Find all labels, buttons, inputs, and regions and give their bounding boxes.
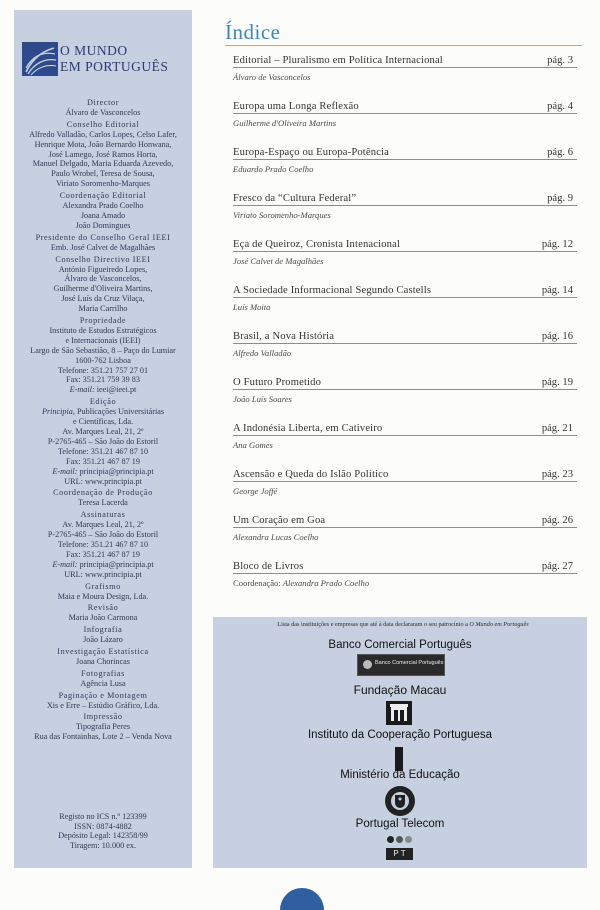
masthead-block [14, 488, 192, 508]
masthead-block [14, 120, 192, 189]
masthead-line: Guilherme d'Oliveira Martins, [53, 284, 153, 294]
masthead-block [14, 603, 192, 623]
macau-emblem-icon [386, 701, 412, 725]
article-title: Bloco de Livros [233, 561, 304, 572]
sponsor-name: Ministério da Educação [340, 769, 460, 781]
toc-entry [233, 53, 577, 82]
masthead-block [14, 255, 192, 314]
pt-logo-text: P T [386, 848, 413, 860]
masthead-line: Telefone: 351.21 757 27 01 [57, 365, 149, 375]
masthead-line: Alexandra Prado Coelho [62, 201, 144, 211]
article-title: Ascensão e Queda do Islão Político [233, 469, 389, 480]
masthead-line: João Domingues [75, 220, 131, 230]
page-number: pág. 23 [541, 469, 573, 480]
toc-entry-row [233, 53, 577, 68]
article-title: Brasil, a Nova História [233, 331, 335, 342]
masthead-line: Joana Chorincas [76, 656, 130, 666]
masthead-block [14, 669, 192, 689]
logo-waves-icon [22, 42, 58, 76]
masthead-block [14, 191, 192, 231]
article-title: Fresco da “Cultura Federal” [233, 193, 357, 204]
toc-entry [233, 329, 577, 358]
masthead-line: 1600-762 Lisboa [75, 355, 131, 365]
toc-entry-row [233, 237, 577, 252]
icp-logo [395, 747, 403, 771]
page-number: pág. 12 [541, 239, 573, 250]
masthead-heading: Paginação e Montagem [58, 690, 148, 700]
registration-line: Registo no ICS n.º 123399 [59, 812, 147, 821]
coat-of-arms-icon [380, 784, 420, 818]
portugal-telecom-logo [385, 835, 415, 863]
masthead-heading: Coordenação de Produção [53, 488, 153, 498]
page-number: pág. 6 [547, 147, 573, 158]
page-number: pág. 19 [541, 377, 573, 388]
registration-line: Depósito Legal: 142358/99 [58, 831, 148, 841]
masthead-heading: Fotografias [81, 668, 125, 678]
article-title: A Sociedade Informacional Segundo Castells [233, 285, 432, 296]
masthead-heading: Conselho Directivo IEEI [55, 254, 151, 264]
masthead-line: Av. Marques Leal, 21, 2º [62, 427, 144, 436]
page-number: pág. 9 [547, 193, 573, 204]
masthead-line: José Luís da Cruz Vilaça, [61, 294, 145, 304]
article-author: Guilherme d'Oliveira Martins [233, 118, 337, 128]
article-title: Europa uma Longa Reflexão [233, 101, 359, 112]
article-author: Luís Moita [233, 302, 271, 312]
masthead-line: Agência Lusa [80, 678, 126, 688]
masthead-line: Rua das Fontainhas, Lote 2 – Venda Nova [34, 732, 172, 742]
article-title: Europa-Espaço ou Europa-Potência [233, 147, 389, 158]
masthead-heading: Revisão [87, 603, 119, 613]
article-author: George Joffé [233, 486, 278, 496]
toc-entry [233, 421, 577, 450]
masthead-line: Principia, Publicações Universitárias [41, 407, 165, 417]
masthead-line: Av. Marques Leal, 21, 2º [62, 520, 144, 530]
masthead-email: E-mail: principia@principia.pt [52, 559, 154, 569]
masthead-heading: Grafismo [85, 581, 121, 591]
bcp-logo-text: Banco Comercial Português [375, 660, 444, 666]
masthead-line: Teresa Lacerda [78, 498, 128, 508]
page-number: pág. 27 [541, 561, 573, 572]
masthead-heading: Infografia [83, 625, 123, 635]
toc-entry-row [233, 191, 577, 206]
masthead-line: P-2765-465 – São João do Estoril [47, 436, 159, 446]
masthead-block [14, 625, 192, 645]
toc-entry-row [233, 99, 577, 114]
masthead-block [14, 316, 192, 395]
bcp-emblem-icon [363, 660, 372, 669]
toc-entry-row [233, 559, 577, 574]
masthead-line: João Lázaro [83, 635, 123, 645]
article-author: Alfredo Valladão [233, 348, 292, 358]
masthead-block [14, 397, 192, 486]
masthead-heading: Propriedade [79, 316, 127, 326]
masthead-heading: Investigação Estatística [57, 647, 149, 657]
page-number: pág. 3 [547, 55, 573, 66]
masthead-line: Henrique Mota, João Bernardo Honwana, [34, 139, 172, 149]
toc-entry [233, 283, 577, 312]
masthead-line: Tipografia Peres [75, 722, 131, 732]
masthead-block [14, 510, 192, 579]
masthead-heading: Edição [89, 397, 117, 407]
toc-entry [233, 375, 577, 404]
toc-entry [233, 191, 577, 220]
masthead-line: Paulo Wrobel, Teresa de Sousa, [51, 169, 155, 179]
masthead-line: Viriato Soromenho-Marques [56, 179, 150, 189]
masthead-line: e Internacionais (IEEI) [65, 335, 141, 345]
masthead-line: Joana Amado [80, 210, 126, 220]
article-author: Alexandra Lucas Coelho [233, 532, 319, 542]
sponsors-box [213, 617, 587, 868]
masthead-block [14, 691, 192, 711]
toc-entry [233, 237, 577, 266]
registration-line: Tiragem: 10.000 ex. [69, 840, 137, 850]
masthead-block [14, 233, 192, 253]
article-title: O Futuro Prometido [233, 377, 322, 388]
masthead-email: E-mail: principia@principia.pt [52, 466, 154, 476]
page-number: pág. 16 [541, 331, 573, 342]
masthead-line: Fax: 351.21 467 87 19 [66, 456, 140, 466]
masthead-heading: Coordenação Editorial [59, 191, 147, 201]
masthead-heading: Conselho Editorial [66, 119, 140, 129]
article-author: Álvaro de Vasconcelos [233, 72, 311, 82]
page-bottom-mark [280, 888, 324, 910]
article-author: Ana Gomes [233, 440, 273, 450]
masthead-line: Alfredo Valladão, Carlos Lopes, Celso Lafer, [29, 129, 177, 139]
bcp-logo [357, 654, 445, 676]
page-number: pág. 14 [541, 285, 573, 296]
publisher-name: Principia, [41, 407, 75, 417]
article-title: Editorial – Pluralismo em Política Internacional [233, 55, 443, 66]
toc-entry-row [233, 421, 577, 436]
toc-entry [233, 467, 577, 496]
toc-entry-row [233, 283, 577, 298]
toc-entry [233, 513, 577, 542]
registration-line: ISSN: 0874-4882 [74, 821, 132, 831]
page-number: pág. 4 [547, 101, 573, 112]
masthead-line: Largo de São Sebastião, 8 – Paço do Lumiar [30, 345, 176, 355]
toc-entry-row [233, 467, 577, 482]
article-title: A Indonésia Liberta, em Cativeiro [233, 423, 383, 434]
sponsor-name: Fundação Macau [353, 683, 447, 697]
article-title: Eça de Queiroz, Cronista Intenacional [233, 239, 401, 250]
masthead-url: URL: www.principia.pt [64, 476, 142, 486]
masthead-block [14, 98, 192, 118]
page-number: pág. 21 [541, 423, 573, 434]
toc-entry-row [233, 145, 577, 160]
masthead-block [14, 582, 192, 602]
sponsors-note: Lista das instituições e empresas que até à data declararam o seu patrocínio a O Mundo em Português [277, 621, 529, 628]
magazine-logo [22, 40, 172, 80]
masthead-line: Álvaro de Vasconcelos [65, 107, 141, 117]
article-author: Eduardo Prado Coelho [233, 164, 314, 174]
masthead-line: Maria Carrilho [78, 304, 128, 314]
pt-dot-icon [396, 836, 403, 843]
masthead-line: José Lamego, José Ramos Horta, [48, 149, 158, 159]
masthead-line: Maria João Carmona [68, 613, 138, 623]
masthead-credits [14, 98, 192, 744]
sponsor-name: Banco Comercial Português [328, 639, 472, 651]
article-title: Um Coração em Goa [233, 515, 326, 526]
title-rule [225, 45, 582, 46]
masthead-heading: Assinaturas [80, 510, 126, 520]
masthead-line: Maia e Moura Design, Lda. [57, 591, 149, 601]
toc-entry-row [233, 375, 577, 390]
toc-entry-row [233, 513, 577, 528]
masthead-line: Fax: 351.21 467 87 19 [66, 549, 140, 559]
toc-entry-row [233, 329, 577, 344]
pt-dot-icon [387, 836, 394, 843]
masthead-line: António Figueiredo Lopes, [58, 264, 148, 274]
masthead-heading: Impressão [83, 712, 123, 722]
logo-line-1: O MUNDO [60, 43, 128, 58]
masthead-url: URL: www.principia.pt [64, 569, 142, 579]
logo-line-2: EM PORTUGUÊS [60, 59, 169, 74]
pt-dot-icon [405, 836, 412, 843]
masthead-line: e Científicas, Lda. [72, 417, 134, 427]
masthead-line: Telefone: 351.21 467 87 10 [57, 539, 149, 549]
masthead-email: E-mail: ieei@ieei.pt [69, 385, 137, 395]
sponsor-name: Portugal Telecom [355, 818, 445, 830]
article-author: Coordenação: Alexandra Prado Coelho [233, 578, 370, 588]
toc-entry [233, 99, 577, 128]
toc-entry [233, 145, 577, 174]
masthead-line: Instituto de Estudos Estratégicos [49, 325, 157, 335]
article-author: Viriato Soromenho-Marques [233, 210, 331, 220]
masthead-line: P-2765-465 – São João do Estoril [47, 530, 159, 540]
page-number: pág. 26 [541, 515, 573, 526]
masthead-block [14, 647, 192, 667]
registration-info [14, 812, 192, 850]
article-author: João Luís Soares [233, 394, 292, 404]
masthead-line: Emb. José Calvet de Magalhães [50, 242, 156, 252]
masthead-line: Álvaro de Vasconcelos, [64, 274, 142, 284]
toc-entry [233, 559, 577, 588]
masthead-line: Xis e Erre – Estúdio Gráfico, Lda. [46, 700, 160, 710]
article-author: José Calvet de Magalhães [233, 256, 324, 266]
masthead-line: Telefone: 351.21 467 87 10 [57, 446, 149, 456]
fundacao-macau-logo [386, 701, 412, 725]
masthead-block [14, 712, 192, 742]
masthead-line: Manuel Delgado, Maria Eduarda Azevedo, [32, 159, 174, 169]
masthead-heading: Director [86, 98, 120, 107]
masthead-heading: Presidente do Conselho Geral IEEI [35, 232, 171, 242]
page-title: Índice [225, 20, 281, 44]
sponsor-name: Instituto da Cooperação Portuguesa [307, 729, 493, 741]
masthead-line: Fax: 351.21 759 39 83 [66, 375, 140, 385]
